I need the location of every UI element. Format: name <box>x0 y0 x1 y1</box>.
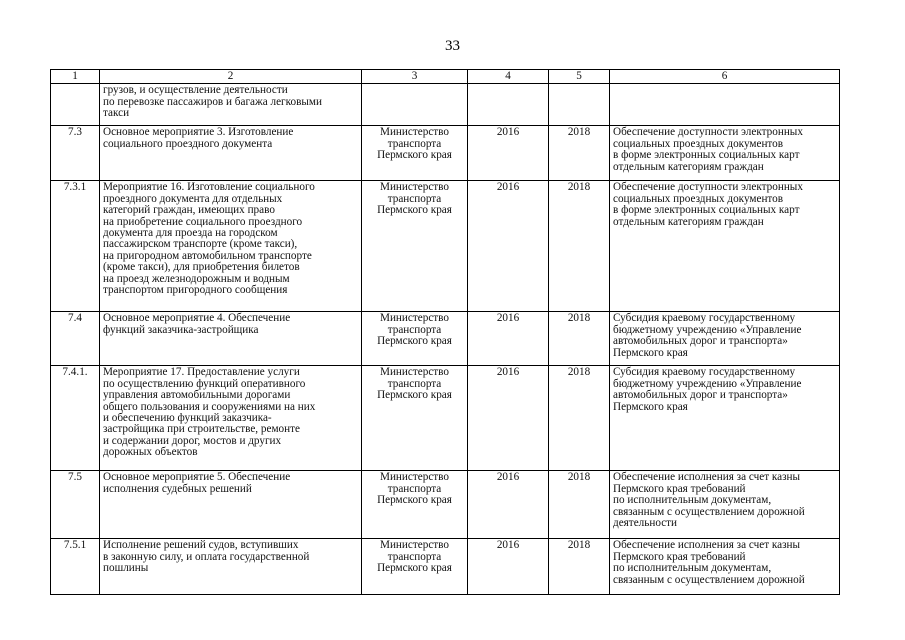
cell-end-year: 2018 <box>549 312 610 366</box>
cell-end-year: 2018 <box>549 539 610 595</box>
table-row <box>51 126 840 181</box>
cell-start-year: 2016 <box>468 126 549 181</box>
cell-start-year: 2016 <box>468 539 549 595</box>
cell-name: Мероприятие 17. Предоставление услуги по осуществлению функций оперативного управления автомобильными дорогами общего пользования и сооружениями на них и обеспечению функций заказчика- застройщика при строительстве, ремонте и содержании дорог, мостов и других дорожных объектов <box>100 366 362 471</box>
cell-result: Обеспечение исполнения за счет казны Пермского края требований по исполнительным документам, связанным с осуществлением дорожной деятельности <box>610 471 840 539</box>
cell-result <box>610 84 840 126</box>
page-number: 33 <box>445 38 460 54</box>
table-row <box>51 366 840 471</box>
header-col-1: 1 <box>51 70 100 84</box>
cell-name: Основное мероприятие 3. Изготовление социального проездного документа <box>100 126 362 181</box>
cell-name: Исполнение решений судов, вступивших в законную силу, и оплата государственной пошлины <box>100 539 362 595</box>
cell-executor: Министерство транспорта Пермского края <box>362 539 468 595</box>
cell-executor: Министерство транспорта Пермского края <box>362 126 468 181</box>
table-row <box>51 84 840 126</box>
cell-num: 7.4.1. <box>51 366 100 471</box>
cell-end-year <box>549 84 610 126</box>
cell-start-year: 2016 <box>468 471 549 539</box>
header-col-2: 2 <box>100 70 362 84</box>
cell-start-year: 2016 <box>468 312 549 366</box>
table-row <box>51 181 840 312</box>
cell-executor: Министерство транспорта Пермского края <box>362 312 468 366</box>
cell-num <box>51 84 100 126</box>
table-header-row <box>51 70 840 84</box>
header-col-6: 6 <box>610 70 840 84</box>
cell-name: Основное мероприятие 5. Обеспечение исполнения судебных решений <box>100 471 362 539</box>
cell-result: Субсидия краевому государственному бюджетному учреждению «Управление автомобильных дорог и транспорта» Пермского края <box>610 366 840 471</box>
table-row <box>51 471 840 539</box>
cell-result: Субсидия краевому государственному бюджетному учреждению «Управление автомобильных дорог и транспорта» Пермского края <box>610 312 840 366</box>
cell-executor: Министерство транспорта Пермского края <box>362 181 468 312</box>
program-table <box>50 69 840 595</box>
table-row <box>51 312 840 366</box>
cell-name: Основное мероприятие 4. Обеспечение функций заказчика-застройщика <box>100 312 362 366</box>
cell-executor: Министерство транспорта Пермского края <box>362 366 468 471</box>
header-col-4: 4 <box>468 70 549 84</box>
cell-end-year: 2018 <box>549 126 610 181</box>
header-col-5: 5 <box>549 70 610 84</box>
cell-executor: Министерство транспорта Пермского края <box>362 471 468 539</box>
cell-num: 7.3 <box>51 126 100 181</box>
header-col-3: 3 <box>362 70 468 84</box>
cell-result: Обеспечение исполнения за счет казны Пермского края требований по исполнительным документам, связанным с осуществлением дорожной <box>610 539 840 595</box>
cell-num: 7.4 <box>51 312 100 366</box>
cell-end-year: 2018 <box>549 181 610 312</box>
cell-result: Обеспечение доступности электронных социальных проездных документов в форме электронных социальных карт отдельным категориям граждан <box>610 181 840 312</box>
cell-executor <box>362 84 468 126</box>
cell-result: Обеспечение доступности электронных социальных проездных документов в форме электронных социальных карт отдельным категориям граждан <box>610 126 840 181</box>
cell-name: Мероприятие 16. Изготовление социального проездного документа для отдельных категорий граждан, имеющих право на приобретение социального проездного документа для проезда на городском пассажирском транспорте (кроме такси), на пригородном автомобильном транспорте (кроме такси), для приобретения билетов на проезд железнодорожным и водным транспортом пригородного сообщения <box>100 181 362 312</box>
cell-num: 7.3.1 <box>51 181 100 312</box>
cell-start-year: 2016 <box>468 366 549 471</box>
cell-start-year <box>468 84 549 126</box>
cell-num: 7.5.1 <box>51 539 100 595</box>
cell-end-year: 2018 <box>549 471 610 539</box>
cell-end-year: 2018 <box>549 366 610 471</box>
cell-start-year: 2016 <box>468 181 549 312</box>
table-row <box>51 539 840 595</box>
cell-name: грузов, и осуществление деятельности по перевозке пассажиров и багажа легковыми такси <box>100 84 362 126</box>
cell-num: 7.5 <box>51 471 100 539</box>
